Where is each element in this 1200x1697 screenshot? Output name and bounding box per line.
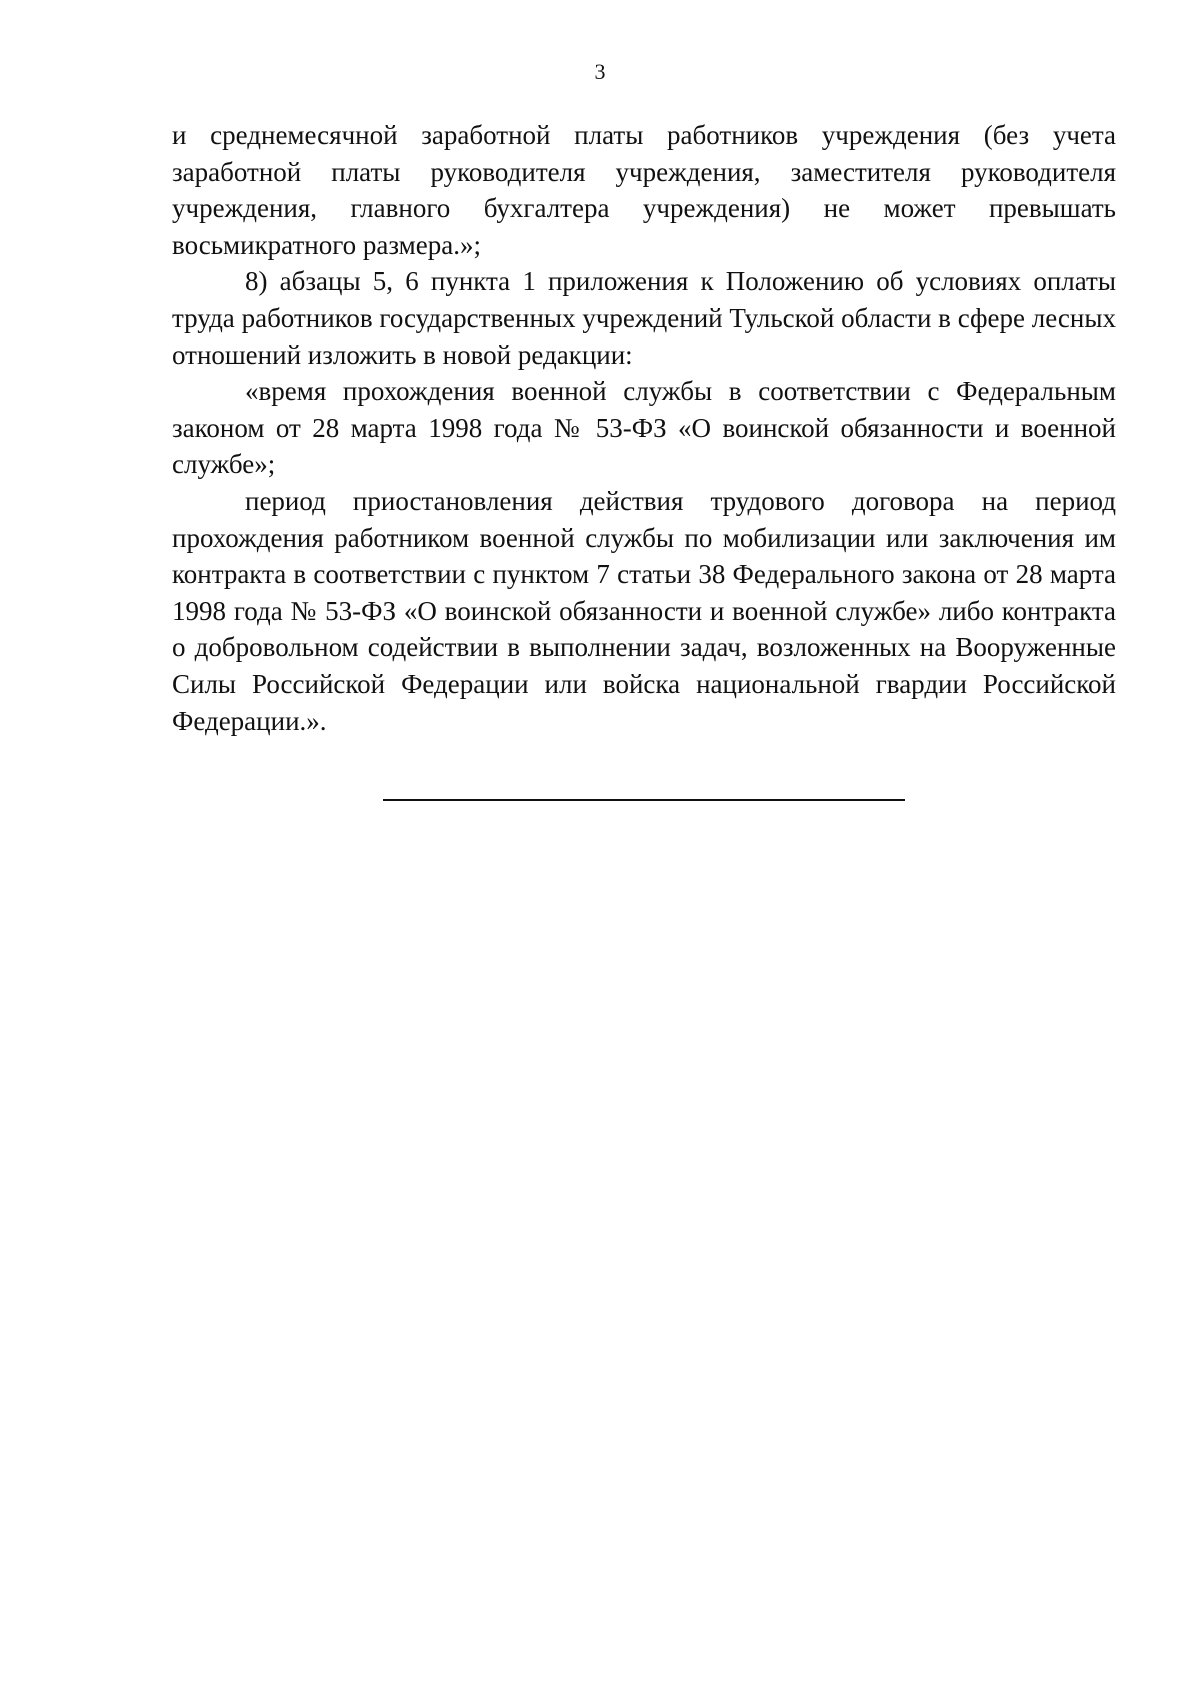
paragraph-contract-suspension: период приостановления действия трудового договора на период прохождения работником военной службы по мобилизации или заключения им контракта в соответствии с пунктом 7 статьи 38 Федерального закона от 28 марта 1998 года № 53-ФЗ «О воинской обязанности и военной службе» либо контракта о добровольном содействии в выполнении задач, возложенных на Вооруженные Силы Российской Федерации или войска национальной гвардии Российской Федерации.». xyxy=(172,485,1116,736)
paragraph-quote-military-service: «время прохождения военной службы в соответствии с Федеральным законом от 28 марта 1998 года № 53-ФЗ «О воинской обязанности и военной службе»; xyxy=(172,376,1116,480)
paragraph-item-8: 8) абзацы 5, 6 пункта 1 приложения к Положению об условиях оплаты труда работников государственных учреждений Тульской области в сфере лесных отношений изложить в новой редакции: xyxy=(172,266,1116,370)
document-body xyxy=(172,117,1116,739)
paragraph-continuation: и среднемесячной заработной платы работников учреждения (без учета заработной платы руководителя учреждения, заместителя руководителя учреждения, главного бухгалтера учреждения) не может превышать восьмикратного размера.»; xyxy=(172,120,1116,260)
page-number: 3 xyxy=(594,59,606,84)
end-of-document-line xyxy=(383,799,905,801)
